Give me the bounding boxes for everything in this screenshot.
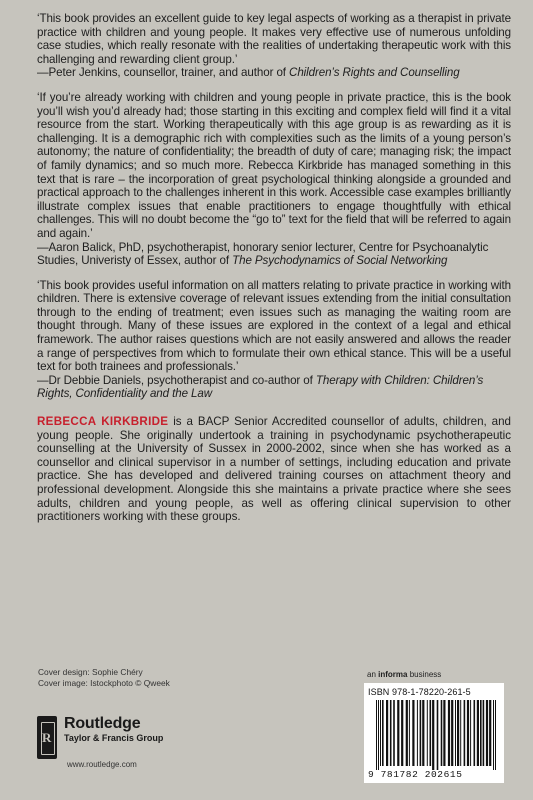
informa-prefix: an [367,670,379,679]
barcode-bar [457,700,459,766]
barcode-bar [451,700,453,766]
review-attribution [37,241,511,268]
review-1 [37,12,511,80]
publisher-website: www.routledge.com [67,760,137,769]
barcode-bar [495,700,496,770]
cover-credits [38,667,170,689]
barcode-bar [386,700,388,766]
logo-letter: R [42,730,52,745]
review-quote: ‘If you’re already working with children and young people in private practice, this is the book you’ll wish you’d already had; those starting in this exciting and complex field will find it a vital resource from the start. Working therapeutically with this age group is as rewarding as it is challenging. It is a demographic rich with complexities such as the limits of a young person’s autonomy; the nature of confidentiality; the breadth of duty of care; managing risk; the impact of family dynamics; and so much more. Rebecca Kirkbride has managed something in this text that is rare – the incorporation of great psychological thinking alongside a grounded and practical approach to the challenges inherent in this work. Accessible case examples brilliantly illustrate complex issues that enable practitioners to engage thoughtfully with ethical challenges. This will no doubt become the “go to” text for the field that will be referred to again and again.’ [37,90,511,240]
barcode-bar [406,700,408,766]
barcode-bar [382,700,384,766]
reviewer-work: Therapy with Children: Children’s Rights, Confidentiality and the Law [37,373,484,401]
reviewer-work: The Psychodynamics of Social Networking [232,254,448,268]
barcode-bar [441,700,443,766]
review-quote: ‘This book provides an excellent guide to key legal aspects of working as a therapist in private practice with children and young people. It makes very effective use of numerous unfolding case studies, which really resonate with the realities of undertaking therapeutic work with this challenging and rewarding client group.’ [37,12,511,66]
review-attribution [37,66,511,80]
barcode-bar [437,700,439,770]
barcode-bar [464,700,466,766]
author-bio-text: is a BACP Senior Accredited counsellor of adults, children, and young people. She originally undertook a training in psychodynamic psychotherapeutic counselling at the University of Sussex in 2000-2002, since when she has worked as a counsellor and clinical supervisor in a number of settings, including education and private practice. She has developed and delivered training courses on attachment theory and professional development. Alongside this she maintains a private practice where she sees adults, children and young people, as well as offering clinical supervision to other practitioners working with these groups. [37,415,511,524]
review-2 [37,91,511,268]
review-3 [37,279,511,401]
author-name: REBECCA KIRKBRIDE [37,415,169,429]
barcode-bar [409,700,410,766]
barcode-bars [364,683,504,783]
barcode-bar [430,700,432,766]
barcode-bar [480,700,482,766]
reviewer-credit: —Peter Jenkins, counsellor, trainer, and author of [37,66,290,80]
barcode-bar [443,700,445,766]
barcode-bar [470,700,471,766]
barcode-bar [380,700,381,766]
barcode-bar [376,700,377,770]
review-quote: ‘This book provides useful information on all matters relating to private practice in working with children. There is extensive coverage of relevant issues extending from the initial consultation through to the ending of treatment; even issues such as managing the waiting room are thought through. Many of these issues are explored in the context of a legal and ethical framework. The author raises questions which are not easily answered and allows the reader a range of perspectives from which to formulate their own ethical stance. This will be a useful text for both trainees and professionals.’ [37,278,511,374]
author-bio [37,415,511,524]
isbn-label: ISBN 978-1-78220-261-5 [368,687,471,697]
barcode-bar [474,700,476,766]
barcode-bar [493,700,494,770]
barcode-bar [417,700,418,766]
barcode-bar [401,700,403,766]
informa-suffix: business [407,670,442,679]
barcode-bar [483,700,485,766]
publisher-group: Taylor & Francis Group [64,733,164,743]
barcode-panel [364,683,504,783]
barcode-bar [432,700,434,770]
barcode-bar [467,700,469,766]
barcode-bar [412,700,414,766]
barcode-bar [378,700,379,770]
barcode-bar [455,700,456,766]
cover-text [37,12,511,524]
barcode-bar [448,700,450,766]
reviewer-credit: —Dr Debbie Daniels, psychotherapist and co-author of [37,373,316,387]
barcode-bar [393,700,395,766]
routledge-logo-icon [37,716,57,759]
barcode-digits: 9 781782 202615 [368,769,463,780]
publisher-logo [64,715,163,744]
barcode-bar [420,700,422,766]
reviewer-credit: —Aaron Balick, PhD, psychotherapist, honorary senior lecturer, Centre for Psychoanalytic Studies, Univeristy of Essex, author of [37,240,489,268]
cover-image-credit: Cover image: Istockphoto © Qweek [38,678,170,688]
barcode-bar [397,700,399,766]
review-attribution [37,374,511,401]
barcode-bar [460,700,461,766]
barcode-bar [489,700,491,766]
informa-tagline [367,670,441,679]
barcode-bar [477,700,479,766]
cover-design-credit: Cover design: Sophie Chéry [38,667,143,677]
informa-brand: informa [378,670,408,679]
publisher-brand: Routledge [64,715,141,732]
barcode-bar [486,700,488,766]
barcode-bar [390,700,392,766]
barcode-bar [422,700,424,766]
barcode-bar [427,700,428,766]
reviewer-work: Children’s Rights and Counselling [289,66,460,80]
